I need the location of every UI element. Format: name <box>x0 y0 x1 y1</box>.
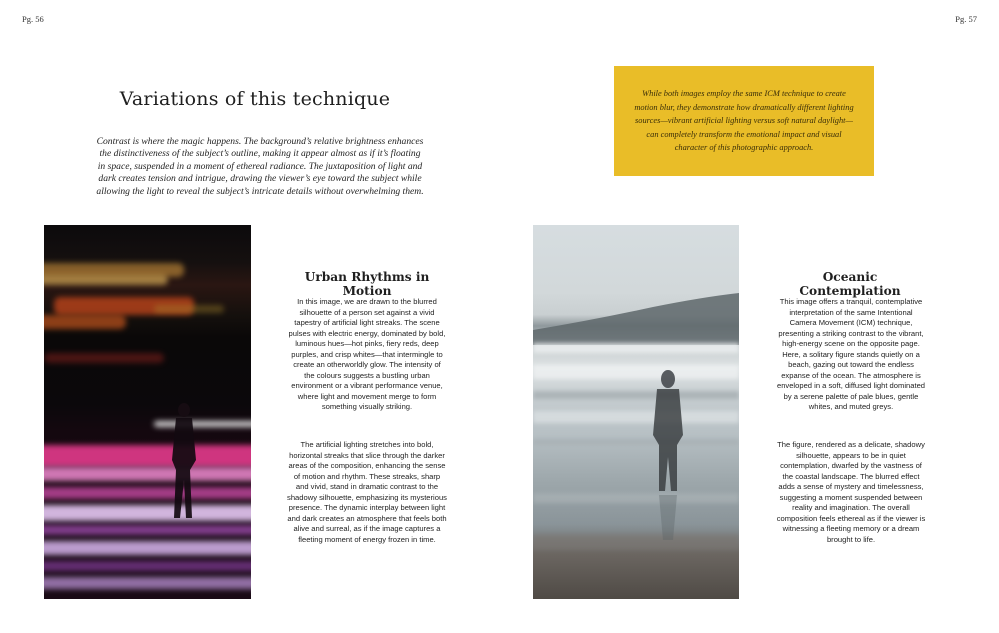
page-heading: Variations of this technique <box>119 88 391 110</box>
urban-light-streaks-photo <box>44 225 251 599</box>
callout-text: While both images employ the same ICM technique to create motion blur, they demonstrate how dramatically different lighting sources—vibrant artificial lighting versus soft natural daylight—can completely transform the emotional impact and visual character of this photographic approach. <box>634 89 854 153</box>
oceanic-article-title: Oceanic Contemplation <box>799 270 901 298</box>
urban-paragraph-1: In this image, we are drawn to the blurred silhouette of a person set against a vivid tapestry of artificial light streaks. The scene pulses with electric energy, dominated by bold, luminous hues—hot pinks, fiery reds, deep purples, and crisp whites—that intermingle to create an otherworldly glow. The intensity of the colours suggests a bustling urban environment or a vibrant performance venue, where light and movement merge to form something visually striking. <box>288 297 446 411</box>
ocean-headland <box>533 285 739 345</box>
callout-box <box>614 66 874 176</box>
urban-paragraph-2: The artificial lighting stretches into bold, horizontal streaks that slice through the darker areas of the composition, enhancing the sense of motion and rhythm. These streaks, sharp and vivid, stand in dramatic contrast to the shadowy silhouette, emphasizing its mysterious presence. The dynamic interplay between light and dark creates an atmosphere that feels both alive and surreal, as if the image captures a fleeting moment of energy frozen in time. <box>287 440 447 544</box>
oceanic-paragraph-1: This image offers a tranquil, contemplative interpretation of the same Intentional Camera Movement (ICM) technique, presenting a striking contrast to the vibrant, high-energy scene on the opposite page. Here, a solitary figure stands quietly on a beach, gazing out toward the endless expanse of the ocean. The atmosphere is enveloped in a soft, diffused light dominated by a serene palette of pale blues, gentle whites, and muted greys. <box>776 297 926 411</box>
intro-paragraph: Contrast is where the magic happens. The background’s relative brightness enhances the distinctiveness of the subject’s outline, making it appear almost as if it’s floating in space, suspended in a moment of ethereal radiance. The juxtaposition of light and dark creates tension and intrigue, drawing the viewer’s eye toward the subject while allowing the light to reveal the subject’s intricate details without overwhelming them. <box>96 136 424 197</box>
oceanic-paragraph-2: The figure, rendered as a delicate, shadowy silhouette, appears to be in quiet contemplation, dwarfed by the vastness of the coastal landscape. The blurred effect adds a sense of mystery and timelessness, suggesting a moment suspended between reality and imagination. The overall composition feels ethereal as if the viewer is witnessing a fleeting memory or a dream brought to life. <box>776 440 926 544</box>
page-number-right: Pg. 57 <box>955 14 977 24</box>
ocean-beach-photo <box>533 225 739 599</box>
ocean-figure-silhouette <box>643 365 693 545</box>
urban-figure-silhouette <box>164 400 204 525</box>
page-number-left: Pg. 56 <box>22 14 44 24</box>
urban-article-title: Urban Rhythms in Motion <box>304 270 430 298</box>
